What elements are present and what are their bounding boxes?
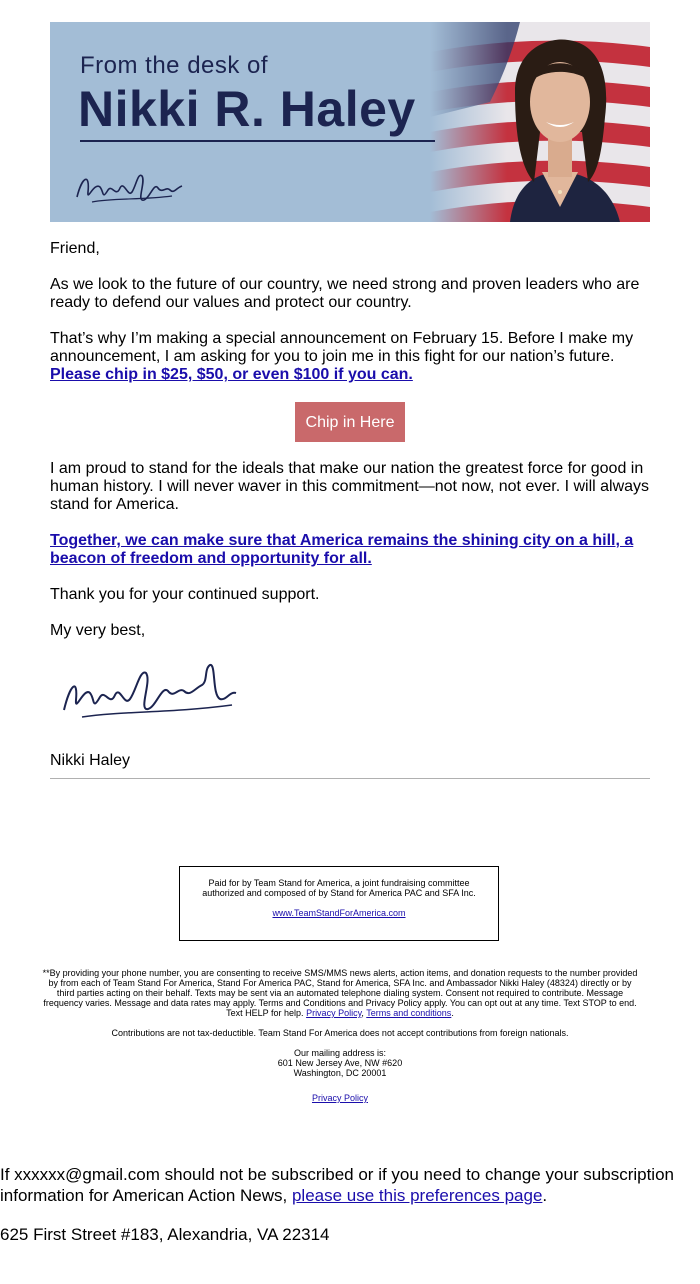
mailing-address [40, 1048, 640, 1078]
preferences-link[interactable]: please use this preferences page [291, 1186, 543, 1205]
portrait-photo [470, 22, 650, 222]
sms-disclaimer-text: **By providing your phone number, you are consenting to receive SMS/MMS news alerts, action items, and donation requests to the number provided by from each of Team Stand For America, Stand For America PAC, Stand for America, SFA Inc. and Ambassador Nikki Haley (48324) directly or by third parties acting on their behalf. Texts may be sent via an automated telephone dialing system. Consent not required to contribute. Message frequency varies. Message and data rates may apply. Terms and Conditions and Privacy Policy apply. You can opt out at any time. Text STOP to end. Text HELP for help. [42, 968, 638, 1018]
paid-for-box [179, 866, 499, 941]
paragraph-2-text: That’s why I’m making a special announcement on February 15. Before I make my announcement, I am asking for you to join me in this fight for our nation’s future. [50, 330, 634, 365]
paragraph-1: As we look to the future of our country, we need strong and proven leaders who are ready to defend our values and protect our country. [50, 276, 640, 311]
thanks-text: Thank you for your continued support. [50, 586, 320, 603]
privacy-policy-link[interactable]: Privacy Policy [311, 1093, 368, 1103]
subscription-notice [0, 1164, 700, 1206]
greeting: Friend, [50, 240, 100, 257]
banner-pretitle: From the desk of [80, 52, 269, 79]
mailing-label: Our mailing address is: [293, 1048, 387, 1058]
privacy-policy-inline-link[interactable]: Privacy Policy [306, 1008, 362, 1018]
company-address: 625 First Street #183, Alexandria, VA 22314 [0, 1225, 330, 1244]
sign-off: My very best, [50, 622, 146, 639]
chip-in-link[interactable]: Please chip in $25, $50, or even $100 if you can. [50, 366, 413, 383]
signer-name: Nikki Haley [50, 752, 131, 769]
privacy-policy-row [40, 1093, 640, 1103]
together-paragraph [50, 532, 660, 568]
banner-signature-icon [72, 162, 192, 212]
banner-divider [80, 140, 435, 142]
chip-in-button[interactable]: Chip in Here [295, 402, 405, 442]
sms-disclaimer: **By providing your phone number, you are consenting to receive SMS/MMS news alerts, action items, and donation requests to the number provided by from each of Team Stand For America, Stand For America PAC, Stand for America, SFA Inc. and Ambassador Nikki Haley (48324) directly or by third parties acting on their behalf. Texts may be sent via an automated telephone dialing system. Consent not required to contribute. Message frequency varies. Message and data rates may apply. Terms and Conditions and Privacy Policy apply. You can opt out at any time. Text STOP to end. Text HELP for help. Privacy Policy, Terms and conditions. [42, 968, 638, 1018]
header-banner [50, 22, 650, 222]
mailing-line-2: Washington, DC 20001 [293, 1068, 387, 1078]
paragraph-3: I am proud to stand for the ideals that make our nation the greatest force for good in human history. I will never waver in this commitment—not now, not ever. I will always stand for America. [50, 460, 650, 513]
signature-icon [52, 655, 252, 730]
paid-for-text: Paid for by Team Stand for America, a joint fundraising committee authorized and composed of by Stand for America PAC and SFA Inc. [202, 878, 476, 898]
paragraph-2 [50, 330, 660, 384]
subscription-period: . [542, 1186, 548, 1205]
mailing-line-1: 601 New Jersey Ave, NW #620 [277, 1058, 403, 1068]
website-link[interactable]: www.TeamStandForAmerica.com [272, 908, 406, 918]
together-link[interactable]: Together, we can make sure that America remains the shining city on a hill, a beacon of freedom and opportunity for all. [50, 532, 634, 567]
terms-link[interactable]: Terms and conditions [366, 1008, 452, 1018]
banner-name: Nikki R. Haley [78, 81, 416, 137]
subscription-text: If xxxxxx@gmail.com should not be subscribed or if you need to change your subscription information for American Action News, [0, 1165, 674, 1205]
contributions-notice: Contributions are not tax-deductible. Team Stand For America does not accept contributions from foreign nationals. [111, 1028, 569, 1038]
section-divider [50, 778, 650, 779]
